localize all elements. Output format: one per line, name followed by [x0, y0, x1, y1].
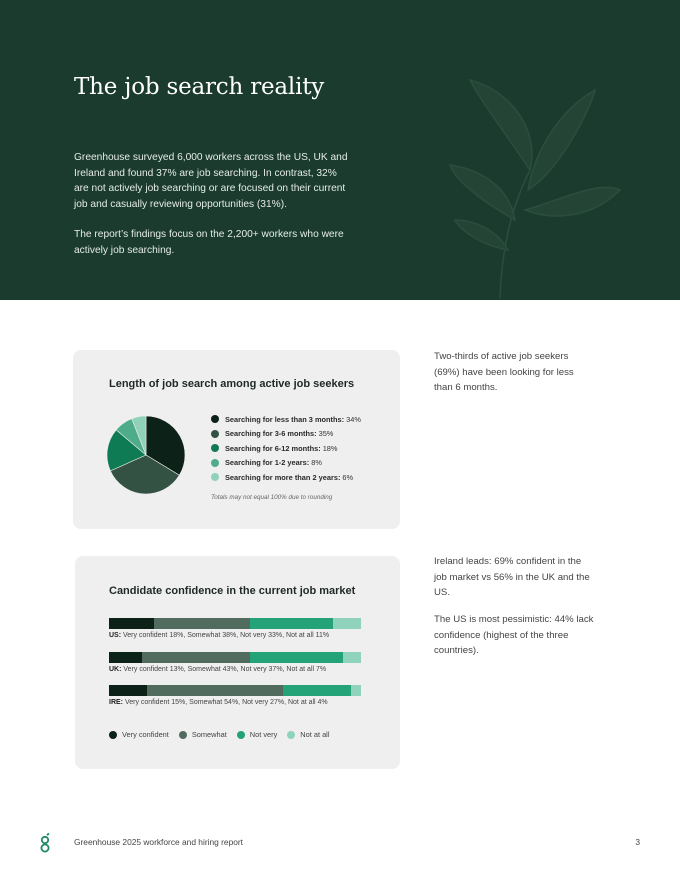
bar-legend	[109, 730, 339, 739]
bar-segment	[109, 652, 142, 663]
bar-legend-item	[109, 730, 169, 739]
bar-segment	[142, 652, 250, 663]
bar-row-values: Very confident 15%, Somewhat 54%, Not very 27%, Not at all 4%	[123, 699, 328, 706]
legend-dot-icon	[211, 444, 219, 452]
pie-chart-title: Length of job search among active job seekers	[109, 378, 355, 390]
legend-dot-icon	[109, 731, 117, 739]
legend-dot-icon	[211, 415, 219, 423]
page-title: The job search reality	[74, 74, 325, 100]
legend-dot-icon	[211, 459, 219, 467]
country-label: UK:	[109, 666, 122, 673]
country-label: IRE:	[109, 699, 123, 706]
page-number: 3	[635, 837, 640, 847]
footer-report-title: Greenhouse 2025 workforce and hiring report	[74, 837, 243, 847]
pie-legend-item	[211, 470, 361, 485]
bar-segment	[333, 618, 361, 629]
legend-dot-icon	[211, 430, 219, 438]
bar-side-note-2: The US is most pessimistic: 44% lack confidence (highest of the three countries).	[434, 614, 594, 657]
bar-segment	[147, 685, 283, 696]
pie-legend-label: Searching for more than 2 years:	[225, 472, 341, 482]
intro-paragraph: Greenhouse surveyed 6,000 workers across the US, UK and Ireland and found 37% are job searching. In contrast, 32% are not actively job searching or are focused on their current job and casually reviewing opportunities (31%).	[74, 152, 348, 210]
pie-legend-value: 35%	[318, 429, 334, 439]
bar-segment	[283, 685, 351, 696]
pie-legend-label: Searching for less than 3 months:	[225, 414, 345, 424]
bar-segment	[109, 618, 154, 629]
hero-banner	[0, 0, 680, 300]
bar-row-label	[109, 666, 326, 673]
pie-legend-item	[211, 427, 361, 442]
pie-legend-value: 8%	[311, 458, 322, 468]
bar-row-label	[109, 632, 329, 639]
bar-side-note-1: Ireland leads: 69% confident in the job market vs 56% in the UK and the US.	[434, 556, 590, 599]
bar-row-label	[109, 699, 328, 706]
bar-row-values: Very confident 18%, Somewhat 38%, Not very 33%, Not at all 11%	[121, 632, 330, 639]
legend-dot-icon	[211, 473, 219, 481]
pie-legend-label: Searching for 3-6 months:	[225, 429, 317, 439]
pie-legend-label: Searching for 1-2 years:	[225, 458, 310, 468]
pie-legend-item	[211, 441, 361, 456]
pie-side-note: Two-thirds of active job seekers (69%) have been looking for less than 6 months.	[434, 351, 574, 394]
bar-legend-item	[179, 730, 227, 739]
bar-chart-title: Candidate confidence in the current job market	[109, 585, 356, 597]
pie-chart	[105, 414, 187, 496]
legend-dot-icon	[179, 731, 187, 739]
bar-segment	[351, 685, 361, 696]
bar-legend-label: Not very	[249, 730, 278, 739]
stacked-bar-uk	[109, 652, 361, 663]
focus-paragraph: The report’s findings focus on the 2,200+ workers who were actively job searching.	[74, 229, 344, 256]
country-label: US:	[109, 632, 122, 639]
pie-legend-item	[211, 456, 361, 471]
stacked-bar-ire	[109, 685, 361, 696]
pie-legend-value: 6%	[342, 472, 354, 482]
bar-legend-item	[237, 730, 278, 739]
bar-legend-label: Not at all	[300, 730, 330, 739]
bar-segment	[343, 652, 361, 663]
bar-legend-label: Very confident	[122, 730, 169, 739]
bar-segment	[109, 685, 147, 696]
bar-legend-label: Somewhat	[191, 730, 227, 739]
stacked-bar-us	[109, 618, 361, 629]
pie-legend	[211, 412, 361, 485]
pie-legend-label: Searching for 6-12 months:	[225, 443, 321, 453]
legend-dot-icon	[287, 731, 295, 739]
greenhouse-g-icon	[38, 832, 52, 854]
legend-dot-icon	[237, 731, 245, 739]
leaf-illustration-icon	[440, 70, 640, 300]
bar-segment	[250, 652, 343, 663]
bar-legend-item	[287, 730, 329, 739]
bar-segment	[154, 618, 250, 629]
pie-legend-item	[211, 412, 361, 427]
pie-legend-value: 34%	[346, 414, 361, 424]
pie-legend-value: 18%	[322, 443, 338, 453]
rounding-note: Totals may not equal 100% due to rounding	[211, 494, 333, 501]
bar-row-values: Very confident 13%, Somewhat 43%, Not very 37%, Not at all 7%	[121, 666, 327, 673]
bar-segment	[250, 618, 333, 629]
